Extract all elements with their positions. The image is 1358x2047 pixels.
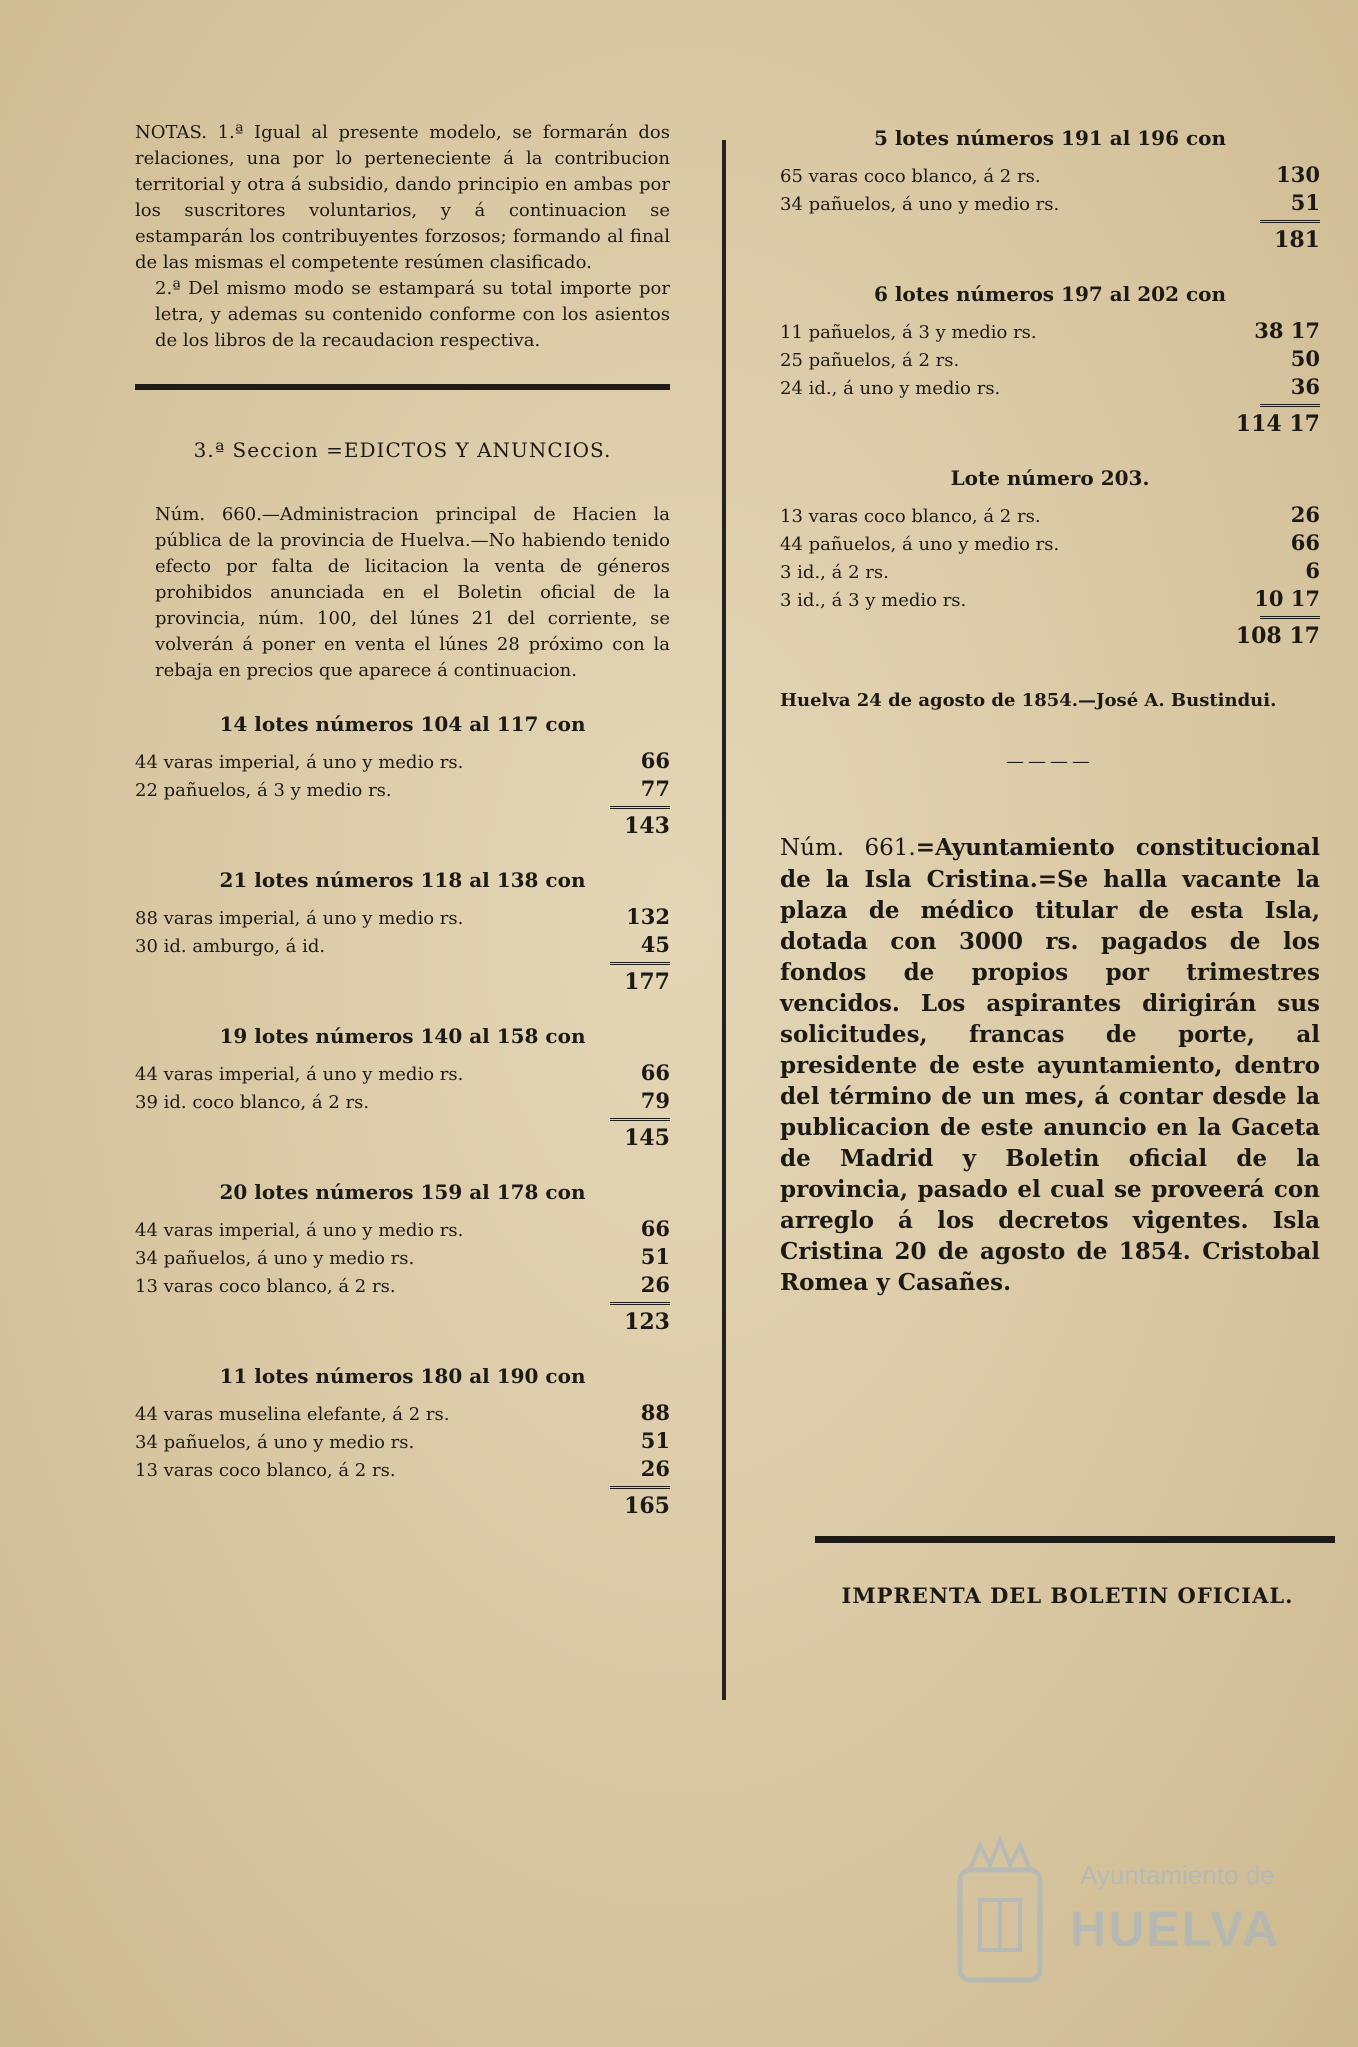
lot-item-amount: 130 [1276, 162, 1320, 187]
lot-item-row [135, 776, 670, 804]
section-divider [135, 384, 670, 390]
lot-total: 165 [624, 1493, 670, 1519]
note-2: 2.ª Del mismo modo se estampará su total importe por letra, y ademas su contenido conforme con los asientos de los libros de la recaudacion respectiva. [155, 278, 670, 351]
lot-item-description: 13 varas coco blanco, á 2 rs. [135, 1276, 396, 1297]
lot-item-amount: 51 [1290, 190, 1320, 215]
lot-item-row [780, 162, 1320, 190]
lot-item-row [135, 748, 670, 776]
lot-item-amount: 79 [640, 1088, 670, 1113]
lot-heading: 19 lotes números 140 al 158 con [219, 1024, 586, 1048]
lot-item-row [135, 904, 670, 932]
section-title: 3.ª Seccion =EDICTOS Y ANUNCIOS. [193, 438, 612, 462]
lot-item-row [135, 1272, 670, 1300]
lot-item-description: 13 varas coco blanco, á 2 rs. [780, 506, 1041, 527]
lot-item-row [780, 374, 1320, 402]
lot-item-row [135, 1244, 670, 1272]
lot-heading: 14 lotes números 104 al 117 con [219, 712, 586, 736]
lot-item-description: 34 pañuelos, á uno y medio rs. [135, 1248, 415, 1269]
lot-item-row [135, 1216, 670, 1244]
edict-661 [780, 832, 1320, 1298]
lot-item-row [780, 318, 1320, 346]
lot-total: 143 [624, 813, 670, 839]
lot-item-amount: 26 [640, 1456, 670, 1481]
lot-item-description: 13 varas coco blanco, á 2 rs. [135, 1460, 396, 1481]
lot-item-amount: 38 17 [1254, 318, 1320, 343]
imprenta-line: IMPRENTA DEL BOLETIN OFICIAL. [841, 1583, 1294, 1608]
separator: ———— [1006, 751, 1094, 772]
lot-item-description: 44 varas imperial, á uno y medio rs. [135, 752, 464, 773]
lot-item-amount: 26 [640, 1272, 670, 1297]
signature-660: Huelva 24 de agosto de 1854.—José A. Bustindui. [780, 690, 1277, 711]
lot-item-description: 24 id., á uno y medio rs. [780, 378, 1001, 399]
column-divider [722, 140, 726, 1700]
archive-watermark [940, 1860, 1280, 2010]
lot-item-amount: 88 [640, 1400, 670, 1425]
edict-661-number: Núm. 661. [780, 835, 916, 861]
right-column [780, 120, 1320, 1608]
lot-item-description: 3 id., á 3 y medio rs. [780, 590, 967, 611]
lot-item-amount: 6 [1305, 558, 1320, 583]
lot-item-description: 34 pañuelos, á uno y medio rs. [135, 1432, 415, 1453]
lot-item-row [135, 932, 670, 960]
lot-item-description: 88 varas imperial, á uno y medio rs. [135, 908, 464, 929]
lot-total: 114 17 [1235, 411, 1320, 437]
lot-item-amount: 51 [640, 1428, 670, 1453]
lot-item-description: 30 id. amburgo, á id. [135, 936, 326, 957]
lot-item-row [135, 1456, 670, 1484]
lot-total: 123 [624, 1309, 670, 1335]
lot-total: 108 17 [1235, 623, 1320, 649]
lot-heading: Lote número 203. [950, 466, 1150, 490]
lot-item-row [135, 1060, 670, 1088]
lot-item-description: 44 varas muselina elefante, á 2 rs. [135, 1404, 450, 1425]
lot-item-row [135, 1088, 670, 1116]
lot-item-description: 44 pañuelos, á uno y medio rs. [780, 534, 1060, 555]
lot-item-description: 39 id. coco blanco, á 2 rs. [135, 1092, 370, 1113]
lot-item-row [780, 190, 1320, 218]
lot-heading: 6 lotes números 197 al 202 con [873, 282, 1227, 306]
lot-item-amount: 77 [640, 776, 670, 801]
lots-list-left [135, 712, 670, 1520]
left-column [135, 120, 670, 1520]
lot-item-description: 25 pañuelos, á 2 rs. [780, 350, 960, 371]
lot-item-description: 34 pañuelos, á uno y medio rs. [780, 194, 1060, 215]
edict-661-text: =Ayuntamiento constitucional de la Isla Cristina.=Se halla vacante la plaza de médico titular de esta Isla, dotada con 3000 rs. pagados de los fondos de propios por trimestres vencidos. Los aspirantes dirigirán sus solicitudes, francas de porte, al presidente de este ayuntamiento, dentro del término de un mes, á contar desde la publicacion de este anuncio en la Gaceta de Madrid y Boletin oficial de la provincia, pasado el cual se proveerá con arreglo á los decretos vigentes. Isla Cristina 20 de agosto de 1854. Cristobal Romea y Casañes. [780, 834, 1320, 1296]
lot-item-row [780, 586, 1320, 614]
lot-item-amount: 66 [640, 1060, 670, 1085]
lot-item-amount: 66 [640, 1216, 670, 1241]
lot-item-amount: 50 [1290, 346, 1320, 371]
lot-item-row [780, 346, 1320, 374]
lot-item-description: 65 varas coco blanco, á 2 rs. [780, 166, 1041, 187]
lot-total: 181 [1274, 227, 1320, 253]
lots-list-right [780, 126, 1320, 650]
lot-item-description: 3 id., á 2 rs. [780, 562, 889, 583]
lot-item-row [780, 530, 1320, 558]
lot-heading: 5 lotes números 191 al 196 con [873, 126, 1227, 150]
lot-heading: 11 lotes números 180 al 190 con [219, 1364, 586, 1388]
lot-heading: 21 lotes números 118 al 138 con [219, 868, 586, 892]
watermark-line-1: Ayuntamiento de [1080, 1860, 1275, 1890]
lot-item-amount: 45 [640, 932, 670, 957]
watermark-line-2: HUELVA [1070, 1901, 1281, 1957]
lot-item-row [780, 502, 1320, 530]
lot-item-description: 11 pañuelos, á 3 y medio rs. [780, 322, 1037, 343]
note-1: NOTAS. 1.ª Igual al presente modelo, se formarán dos relaciones, una por lo perteneciente á la contribucion territorial y otra á subsidio, dando principio en ambas por los suscritores voluntarios, y á continuacion se estamparán los contribuyentes forzosos; formando al final de las mismas el competente resúmen clasificado. [135, 122, 670, 273]
lot-item-amount: 66 [1290, 530, 1320, 555]
lot-total: 177 [624, 969, 670, 995]
lot-item-row [135, 1400, 670, 1428]
edict-660-text: Núm. 660.—Administracion principal de Hacien la pública de la provincia de Huelva.—No habiendo tenido efecto por falta de licitacion la venta de géneros prohibidos anunciada en el Boletin oficial de la provincia, núm. 100, del lúnes 21 del corriente, se volverán á poner en venta el lúnes 28 próximo con la rebaja en precios que aparece á continuacion. [155, 504, 670, 681]
edict-660 [135, 502, 670, 684]
closing-rule [815, 1536, 1335, 1543]
lot-item-amount: 36 [1290, 374, 1320, 399]
lot-item-amount: 51 [640, 1244, 670, 1269]
lot-item-amount: 10 17 [1254, 586, 1320, 611]
lot-heading: 20 lotes números 159 al 178 con [219, 1180, 586, 1204]
lot-item-amount: 26 [1290, 502, 1320, 527]
lot-item-amount: 66 [640, 748, 670, 773]
lot-item-description: 44 varas imperial, á uno y medio rs. [135, 1064, 464, 1085]
notes-block [135, 120, 670, 354]
lot-item-amount: 132 [626, 904, 670, 929]
lot-total: 145 [624, 1125, 670, 1151]
lot-item-description: 44 varas imperial, á uno y medio rs. [135, 1220, 464, 1241]
lot-item-description: 22 pañuelos, á 3 y medio rs. [135, 780, 392, 801]
lot-item-row [780, 558, 1320, 586]
lot-item-row [135, 1428, 670, 1456]
crest-icon [940, 1830, 1060, 2010]
